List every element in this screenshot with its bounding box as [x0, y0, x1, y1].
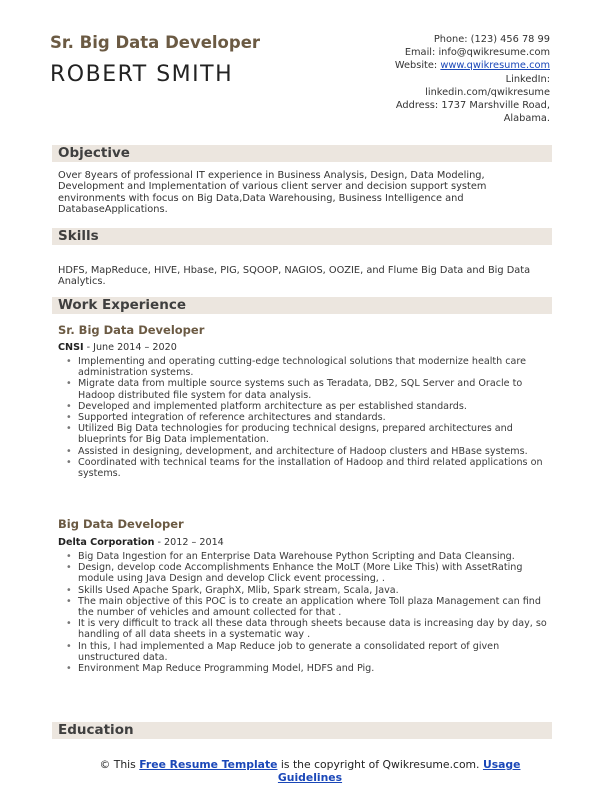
job-bullets-1: [62, 356, 552, 479]
footer-prefix: © This: [99, 758, 140, 771]
job-bullets-2: [62, 551, 552, 674]
skills-section-bar: [52, 228, 552, 245]
list-item: • It is very difficult to track all these data through sheets because data is increasing day by day, so handling of all data sheets in a systematic way .: [62, 618, 552, 640]
website-link[interactable]: www.qwikresume.com: [440, 60, 550, 72]
list-item: • Supported integration of reference architectures and standards.: [62, 412, 552, 423]
linkedin-value: linkedin.com/qwikresume: [425, 86, 550, 98]
list-item: • Coordinated with technical teams for the installation of Hadoop and third related applications on systems.: [62, 457, 552, 479]
skills-text: HDFS, MapReduce, HIVE, Hbase, PIG, SQOOP, NAGIOS, OOZIE, and Flume Big Data and Big Data Analytics.: [58, 265, 531, 288]
usage-link[interactable]: Usage: [482, 758, 521, 771]
footer-middle: is the copyright of Qwikresume.com.: [277, 758, 483, 771]
list-item: • In this, I had implemented a Map Reduce job to generate a consolidated report of given unstructured data.: [62, 641, 552, 663]
header-job-title: Sr. Big Data Developer: [50, 33, 261, 52]
email-label: Email:: [404, 47, 436, 59]
phone-value: (123) 456 78 99: [470, 34, 550, 45]
list-item: • Environment Map Reduce Programming Model, HDFS and Pig.: [62, 663, 552, 674]
company-line-1: [58, 342, 177, 353]
list-item: • Developed and implemented platform architecture as per established standards.: [62, 401, 552, 412]
objective-heading: Objective: [58, 145, 130, 161]
free-resume-template-link[interactable]: Free Resume Template: [139, 758, 278, 771]
job-dates-2: - 2012 – 2014: [154, 537, 224, 548]
list-item: • Assisted in designing, development, and architecture of Hadoop clusters and HBase systems.: [62, 446, 552, 457]
company-name-1: CNSI: [58, 342, 84, 353]
education-section-bar: [52, 722, 552, 739]
company-name-2: Delta Corporation: [58, 537, 155, 548]
website-label: Website:: [394, 60, 438, 72]
skills-heading: Skills: [58, 228, 99, 244]
guidelines-link[interactable]: Guidelines: [277, 771, 343, 784]
address-label: Address:: [395, 100, 439, 112]
job-title-2: Big Data Developer: [58, 517, 184, 531]
list-item: • Big Data Ingestion for an Enterprise Data Warehouse Python Scripting and Data Cleansing.: [62, 551, 552, 562]
phone-label: Phone:: [433, 34, 468, 45]
job-dates-1: - June 2014 – 2020: [83, 342, 177, 353]
objective-section-bar: [52, 145, 552, 162]
list-item: • The main objective of this POC is to create an application where Toll plaza Management can find the number of vehicles and amount collected for that .: [62, 596, 552, 618]
company-line-2: [58, 537, 224, 548]
email-value: info@qwikresume.com: [438, 47, 550, 59]
linkedin-label: LinkedIn:: [505, 73, 550, 85]
list-item: • Utilized Big Data technologies for producing technical designs, prepared architectures and blueprints for Big Data implementation.: [62, 423, 552, 445]
work-heading: Work Experience: [58, 297, 186, 313]
list-item: • Design, develop code Accomplishments Enhance the MoLT (More Like This) with AssetRating module using Java Design and develop Click event processing, .: [62, 562, 552, 584]
candidate-name: ROBERT SMITH: [50, 62, 234, 87]
list-item: • Skills Used Apache Spark, GraphX, Mlib, Spark stream, Scala, Java.: [62, 585, 552, 596]
list-item: • Implementing and operating cutting-edge technological solutions that modernize health care administration systems.: [62, 356, 552, 378]
education-heading: Education: [58, 722, 134, 738]
list-item: • Migrate data from multiple source systems such as Teradata, DB2, SQL Server and Oracle to Hadoop distributed file system for data analysis.: [62, 378, 552, 400]
job-title-1: Sr. Big Data Developer: [58, 323, 205, 337]
work-section-bar: [52, 297, 552, 314]
address-line-2: Alabama.: [503, 113, 550, 125]
address-line-1: 1737 Marshville Road,: [441, 100, 550, 112]
contact-block: [290, 33, 550, 125]
objective-text: Over 8years of professional IT experience in Business Analysis, Design, Data Modeling, Development and Implementation of various client server and decision support system environments with focus on Big Data,Data Warehousing, Business Intelligence and DatabaseApplications.: [58, 170, 487, 216]
copyright-footer: [60, 758, 560, 784]
